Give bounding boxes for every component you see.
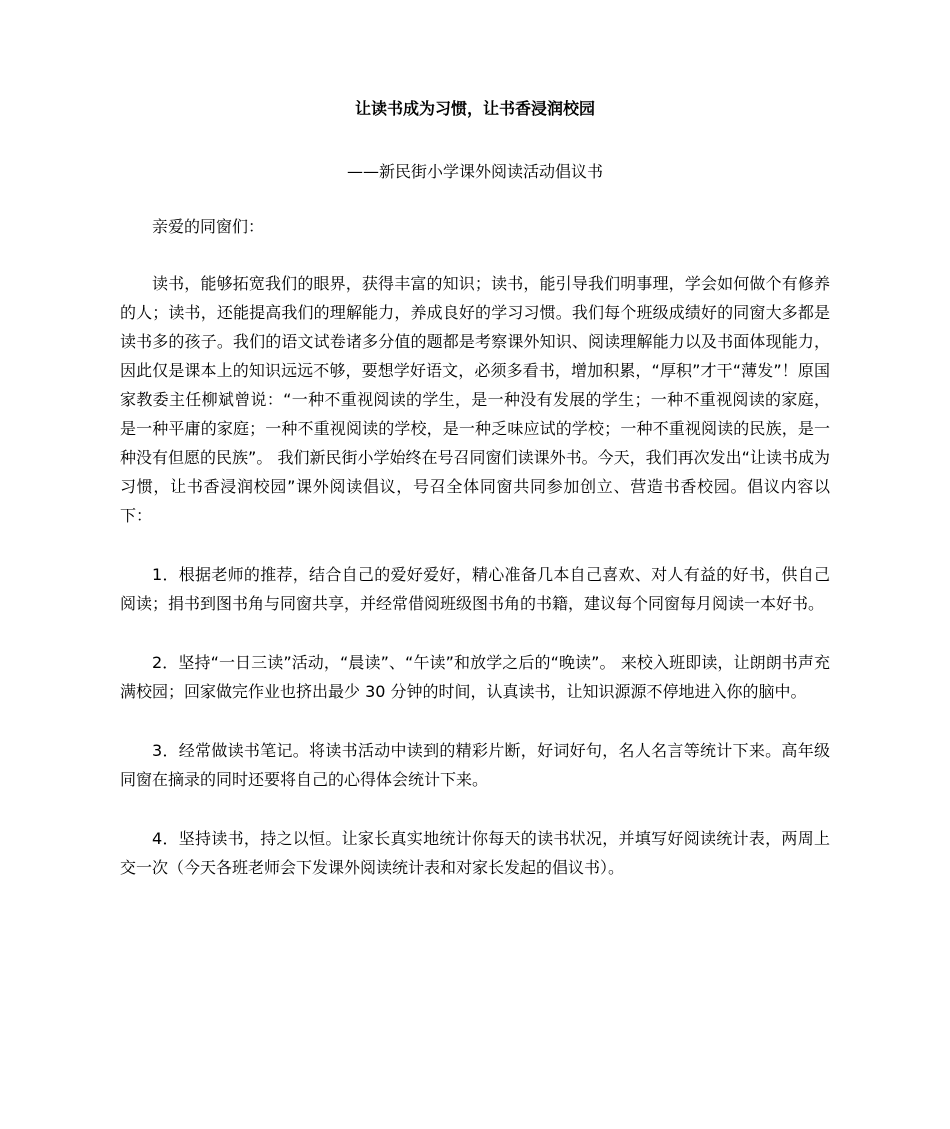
proposal-item-1: 1．根据老师的推荐，结合自己的爱好爱好，精心准备几本自己喜欢、对人有益的好书，供自己阅读；捐书到图书角与同窗共享，并经常借阅班级图书角的书籍，建议每个同窗每月阅读一本好书。 — [120, 565, 830, 613]
document-subtitle: ——新民街小学课外阅读活动倡议书 — [346, 162, 603, 181]
document-page — [120, 95, 830, 882]
greeting: 亲爱的同窗们： — [152, 217, 265, 236]
proposal-item-4: 4．坚持读书，持之以恒。让家长真实地统计你每天的读书状况，并填写好阅读统计表，两周上交一次（今天各班老师会下发课外阅读统计表和对家长发起的倡议书）。 — [120, 829, 830, 877]
document-title: 让读书成为习惯，让书香浸润校园 — [354, 99, 595, 118]
proposal-item-3: 3．经常做读书笔记。将读书活动中读到的精彩片断，好词好句，名人名言等统计下来。高年级同窗在摘录的同时还要将自己的心得体会统计下来。 — [120, 741, 830, 789]
proposal-item-2: 2．坚持“一日三读”活动，“晨读”、“午读”和放学之后的“晚读”。 来校入班即读，让朗朗书声充满校园；回家做完作业也挤出最少 30 分钟的时间，认真读书，让知识源源不停地进入你的脑中。 — [120, 653, 830, 701]
intro-paragraph: 读书，能够拓宽我们的眼界，获得丰富的知识；读书，能引导我们明事理，学会如何做个有修养的人；读书，还能提高我们的理解能力，养成良好的学习习惯。我们每个班级成绩好的同窗大多都是读书多的孩子。我们的语文试卷诸多分值的题都是考察课外知识、阅读理解能力以及书面体现能力，因此仅是课本上的知识远远不够，要想学好语文，必须多看书，增加积累，“厚积”才干“薄发”！原国家教委主任柳斌曾说：“一种不重视阅读的学生，是一种没有发展的学生；一种不重视阅读的家庭，是一种平庸的家庭；一种不重视阅读的学校，是一种乏味应试的学校；一种不重视阅读的民族，是一种没有但愿的民族”。 我们新民街小学始终在号召同窗们读课外书。今天，我们再次发出“让读书成为习惯，让书香浸润校园”课外阅读倡议，号召全体同窗共同参加创立、营造书香校园。倡议内容以下： — [120, 274, 830, 525]
